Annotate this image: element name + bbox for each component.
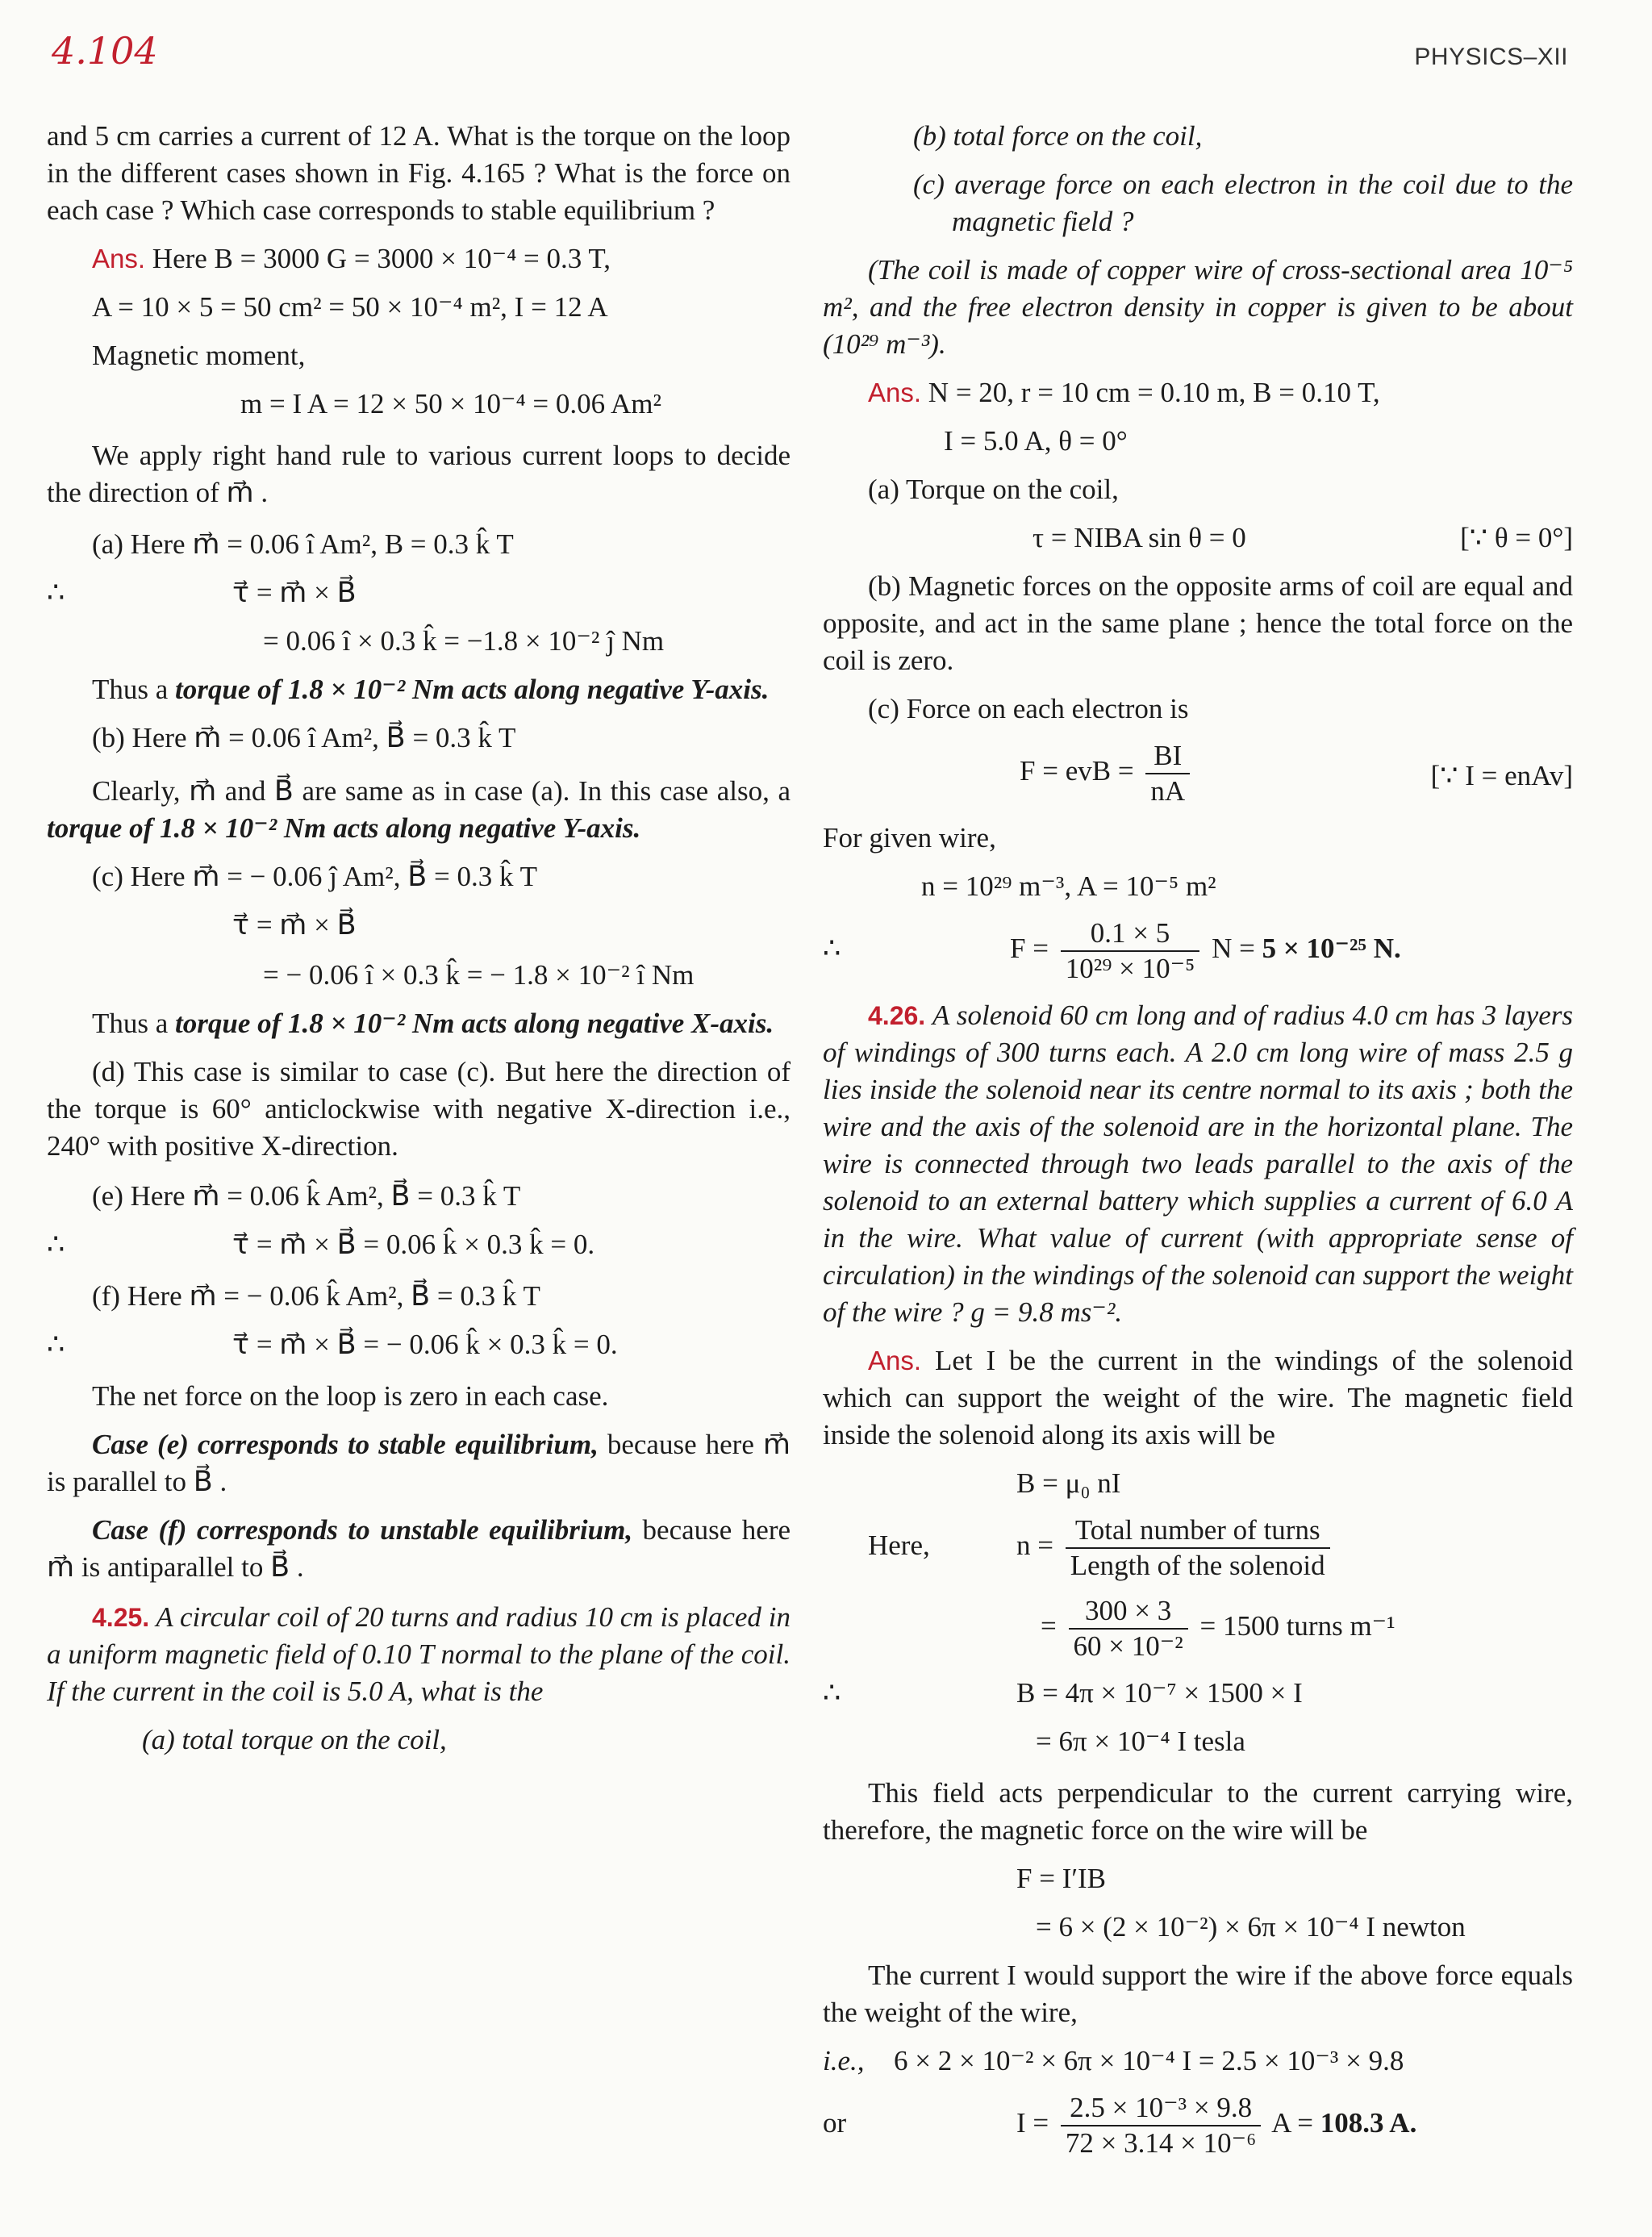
answer-line-2: A = 10 × 5 = 50 cm² = 50 × 10⁻⁴ m², I = 12 A — [92, 291, 608, 323]
unstable-text — [47, 1512, 791, 1586]
electron-force-note: [∵ I = enAv] — [1430, 760, 1573, 791]
force-equation-1: F = I′IB — [1016, 1863, 1107, 1894]
balance-equation-text: 6 × 2 × 10⁻² × 6π × 10⁻⁴ I = 2.5 × 10⁻³ × 9.8 — [894, 2045, 1404, 2076]
answer-given-b: Here B = 3000 G = 3000 × 10⁻⁴ = 0.3 T, — [152, 243, 611, 274]
moment-label: Magnetic moment, — [92, 340, 306, 371]
answer-line-1 — [47, 240, 791, 278]
torque-head: (a) Torque on the coil, — [868, 474, 1119, 505]
question-number: 4.25. — [92, 1603, 150, 1632]
unstable-rest: because here m⃗ is antiparallel to B⃗ . — [47, 1514, 791, 1583]
fraction-denominator: 72 × 3.14 × 10⁻⁶ — [1065, 2127, 1257, 2159]
field-calc-1: B = 4π × 10⁻⁷ × 1500 × I — [1016, 1677, 1303, 1709]
case-a-result-pre: Thus a — [92, 674, 176, 705]
case-c-calc: = − 0.06 î × 0.3 k̂ = − 1.8 × 10⁻² î Nm — [263, 959, 695, 991]
force-unit: N = — [1212, 933, 1262, 965]
force-result: 5 × 10⁻²⁵ N. — [1262, 933, 1401, 965]
therefore-symbol: ∴ — [823, 1677, 841, 1709]
case-a-calc: = 0.06 î × 0.3 k̂ = −1.8 × 10⁻² ĵ Nm — [263, 625, 665, 657]
force-fraction — [1061, 916, 1200, 986]
electron-force-head: (c) Force on each electron is — [868, 693, 1189, 724]
answer-label: Ans. — [868, 378, 922, 407]
torque-equation — [823, 520, 1573, 557]
therefore-symbol: ∴ — [47, 577, 65, 608]
question-intro: and 5 cm carries a current of 12 A. What is the torque on the loop in the different cases shown in Fig. 4.165 ? What is the force on each case ? Which case corresponds to stable equilibrium ? — [47, 120, 791, 226]
case-a-result — [47, 671, 791, 708]
case-f-given: (f) Here m⃗ = − 0.06 k̂ Am², B⃗ = 0.3 k̂ T — [92, 1280, 540, 1312]
ie-label: i.e., — [823, 2045, 865, 2076]
current-lhs: I = — [1016, 2107, 1049, 2139]
fraction-numerator: 300 × 3 — [1069, 1594, 1188, 1630]
rule-text: We apply right hand rule to various current loops to decide the direction of m⃗ . — [47, 440, 791, 508]
turns-density-eq-sign: = — [1041, 1610, 1057, 1642]
force-lhs: F = — [1010, 933, 1049, 965]
case-c-torque-def: τ⃗ = m⃗ × B⃗ — [232, 909, 357, 941]
question-4-26-text: A solenoid 60 cm long and of radius 4.0 cm has 3 layers of windings of 300 turns each. A 2.0 cm long wire of mass 2.5 g lies inside the solenoid near its centre normal to its axis ; both the wire and the axis of the solenoid are in the horizontal plane. The wire is connected through two leads parallel to the axis of the solenoid to an external battery which supplies a current of 6.0 A in the wire. What value of current (with appropriate sense of circulation) in the windings of the solenoid can support the weight of the wire ? g = 9.8 ms⁻². — [823, 1000, 1574, 1328]
net-force-text: The net force on the loop is zero in each case. — [92, 1380, 609, 1412]
answer-4-26-text: Let I be the current in the windings of the solenoid which can support the weight of the wire. The magnetic field inside the solenoid along its axis will be — [823, 1345, 1573, 1450]
answer-4-25-line-2: I = 5.0 A, θ = 0° — [944, 425, 1128, 457]
therefore-symbol: ∴ — [823, 933, 841, 965]
case-f-calc: τ⃗ = m⃗ × B⃗ = − 0.06 k̂ × 0.3 k̂ = 0. — [232, 1329, 618, 1360]
current-result: 108.3 A. — [1320, 2107, 1417, 2139]
case-c-result-bold: torque of 1.8 × 10⁻² Nm acts along negative X-axis. — [175, 1008, 774, 1039]
electron-force-equation — [823, 739, 1573, 808]
stable-text — [47, 1426, 791, 1500]
case-c-result — [47, 1005, 791, 1042]
fraction-denominator: Length of the solenoid — [1070, 1550, 1325, 1581]
force-zero-text: (b) Magnetic forces on the opposite arms of coil are equal and opposite, and act in the same plane ; hence the total force on the coil is zero. — [823, 570, 1573, 676]
turns-density-fraction-2 — [1069, 1594, 1188, 1663]
answer-4-25-line-1 — [823, 374, 1573, 411]
right-column — [823, 118, 1573, 2172]
answer-4-26-intro — [823, 1342, 1573, 1454]
case-f-calc-line — [47, 1326, 791, 1363]
case-e-given: (e) Here m⃗ = 0.06 k̂ Am², B⃗ = 0.3 k̂ T — [92, 1180, 521, 1212]
or-label: or — [823, 2107, 847, 2139]
electron-force-fraction — [1145, 739, 1190, 808]
force-per-electron — [823, 916, 1573, 986]
given-wire-values: n = 10²⁹ m⁻³, A = 10⁻⁵ m² — [921, 870, 1216, 902]
force-equation-2: = 6 × (2 × 10⁻²) × 6π × 10⁻⁴ I newton — [1036, 1911, 1466, 1943]
torque-equation-note: [∵ θ = 0°] — [1460, 522, 1573, 553]
current-result-equation — [823, 2091, 1573, 2160]
therefore-symbol: ∴ — [47, 1329, 65, 1360]
fraction-denominator: 10²⁹ × 10⁻⁵ — [1065, 953, 1195, 984]
turns-density-result: = 1500 turns m⁻¹ — [1199, 1610, 1395, 1642]
book-title: PHYSICS–XII — [1414, 44, 1568, 70]
answer-label: Ans. — [868, 1346, 922, 1375]
question-4-25-part-c: (c) average force on each electron in the coil due to the magnetic field ? — [913, 169, 1573, 237]
unstable-bold: Case (f) corresponds to unstable equilibrium, — [92, 1514, 633, 1546]
case-a-result-bold: torque of 1.8 × 10⁻² Nm acts along negative Y-axis. — [175, 674, 770, 705]
case-e-calc-line — [47, 1226, 791, 1263]
question-4-25-note: (The coil is made of copper wire of cross-sectional area 10⁻⁵ m², and the free electron density in copper is given to be about (10²⁹ m⁻³). — [823, 254, 1573, 360]
stable-bold: Case (e) corresponds to stable equilibrium, — [92, 1429, 599, 1460]
case-b-text-pre: Clearly, m⃗ and B⃗ are same as in case (a). In this case also, a — [92, 775, 791, 807]
turns-density-lhs: n = — [1016, 1530, 1053, 1562]
case-a-given: (a) Here m⃗ = 0.06 î Am², B = 0.3 k̂ T — [92, 528, 514, 560]
fraction-numerator: 0.1 × 5 — [1061, 916, 1200, 952]
left-column — [47, 118, 791, 1770]
torque-equation-text: τ = NIBA sin θ = 0 — [1032, 522, 1246, 553]
field-text: This field acts perpendicular to the current carrying wire, therefore, the magnetic force on the wire will be — [823, 1777, 1573, 1846]
therefore-symbol: ∴ — [47, 1229, 65, 1260]
question-number: 4.26. — [868, 1001, 926, 1030]
turns-density-equation — [823, 1513, 1573, 1583]
case-b-text — [47, 773, 791, 847]
case-b-text-bold: torque of 1.8 × 10⁻² Nm acts along negative Y-axis. — [47, 812, 641, 844]
question-4-25 — [47, 1599, 791, 1710]
case-b-given: (b) Here m⃗ = 0.06 î Am², B⃗ = 0.3 k̂ T — [92, 722, 516, 753]
turns-density-fraction — [1066, 1513, 1330, 1583]
case-e-calc: τ⃗ = m⃗ × B⃗ = 0.06 k̂ × 0.3 k̂ = 0. — [232, 1229, 595, 1260]
torque-formula: τ⃗ = m⃗ × B⃗ — [232, 577, 357, 608]
case-c-result-pre: Thus a — [92, 1008, 176, 1039]
case-a-torque-def — [47, 574, 791, 611]
field-formula: B = μ₀ nI — [1016, 1467, 1121, 1499]
given-wire-label: For given wire, — [823, 822, 996, 853]
answer-label: Ans. — [92, 244, 146, 273]
support-text: The current I would support the wire if the above force equals the weight of the wire, — [823, 1959, 1573, 2028]
here-label: Here, — [868, 1530, 930, 1562]
fraction-numerator: BI — [1145, 739, 1190, 774]
question-4-25-text: A circular coil of 20 turns and radius 10 cm is placed in a uniform magnetic field of 0.10 T normal to the plane of the coil. If the current in the coil is 5.0 A, what is the — [47, 1601, 791, 1707]
field-calc-line — [823, 1675, 1573, 1712]
question-4-25-part-b: (b) total force on the coil, — [913, 120, 1203, 152]
question-4-25-part-a: (a) total torque on the coil, — [142, 1724, 447, 1755]
fraction-denominator: nA — [1150, 775, 1186, 807]
current-fraction — [1061, 2091, 1261, 2160]
case-d-text: (d) This case is similar to case (c). But here the direction of the torque is 60° anticlockwise with negative X-direction i.e., 240° with positive X-direction. — [47, 1056, 791, 1162]
fraction-denominator: 60 × 10⁻² — [1073, 1630, 1183, 1662]
balance-equation — [823, 2043, 1573, 2080]
electron-force-lhs: F = evB = — [1020, 755, 1134, 787]
moment-equation: m = I A = 12 × 50 × 10⁻⁴ = 0.06 Am² — [240, 388, 661, 419]
page-number: 4.104 — [52, 29, 158, 73]
current-unit: A = — [1271, 2107, 1320, 2139]
turns-density-value — [823, 1594, 1573, 1663]
answer-4-25-given: N = 20, r = 10 cm = 0.10 m, B = 0.10 T, — [928, 377, 1380, 408]
question-4-26 — [823, 997, 1573, 1331]
stable-rest: because here m⃗ is parallel to B⃗ . — [47, 1429, 791, 1497]
field-calc-2: = 6π × 10⁻⁴ I tesla — [1036, 1726, 1245, 1757]
fraction-numerator: Total number of turns — [1066, 1513, 1330, 1549]
fraction-numerator: 2.5 × 10⁻³ × 9.8 — [1061, 2091, 1261, 2126]
case-c-given: (c) Here m⃗ = − 0.06 ĵ Am², B⃗ = 0.3 k̂ T — [92, 861, 537, 892]
